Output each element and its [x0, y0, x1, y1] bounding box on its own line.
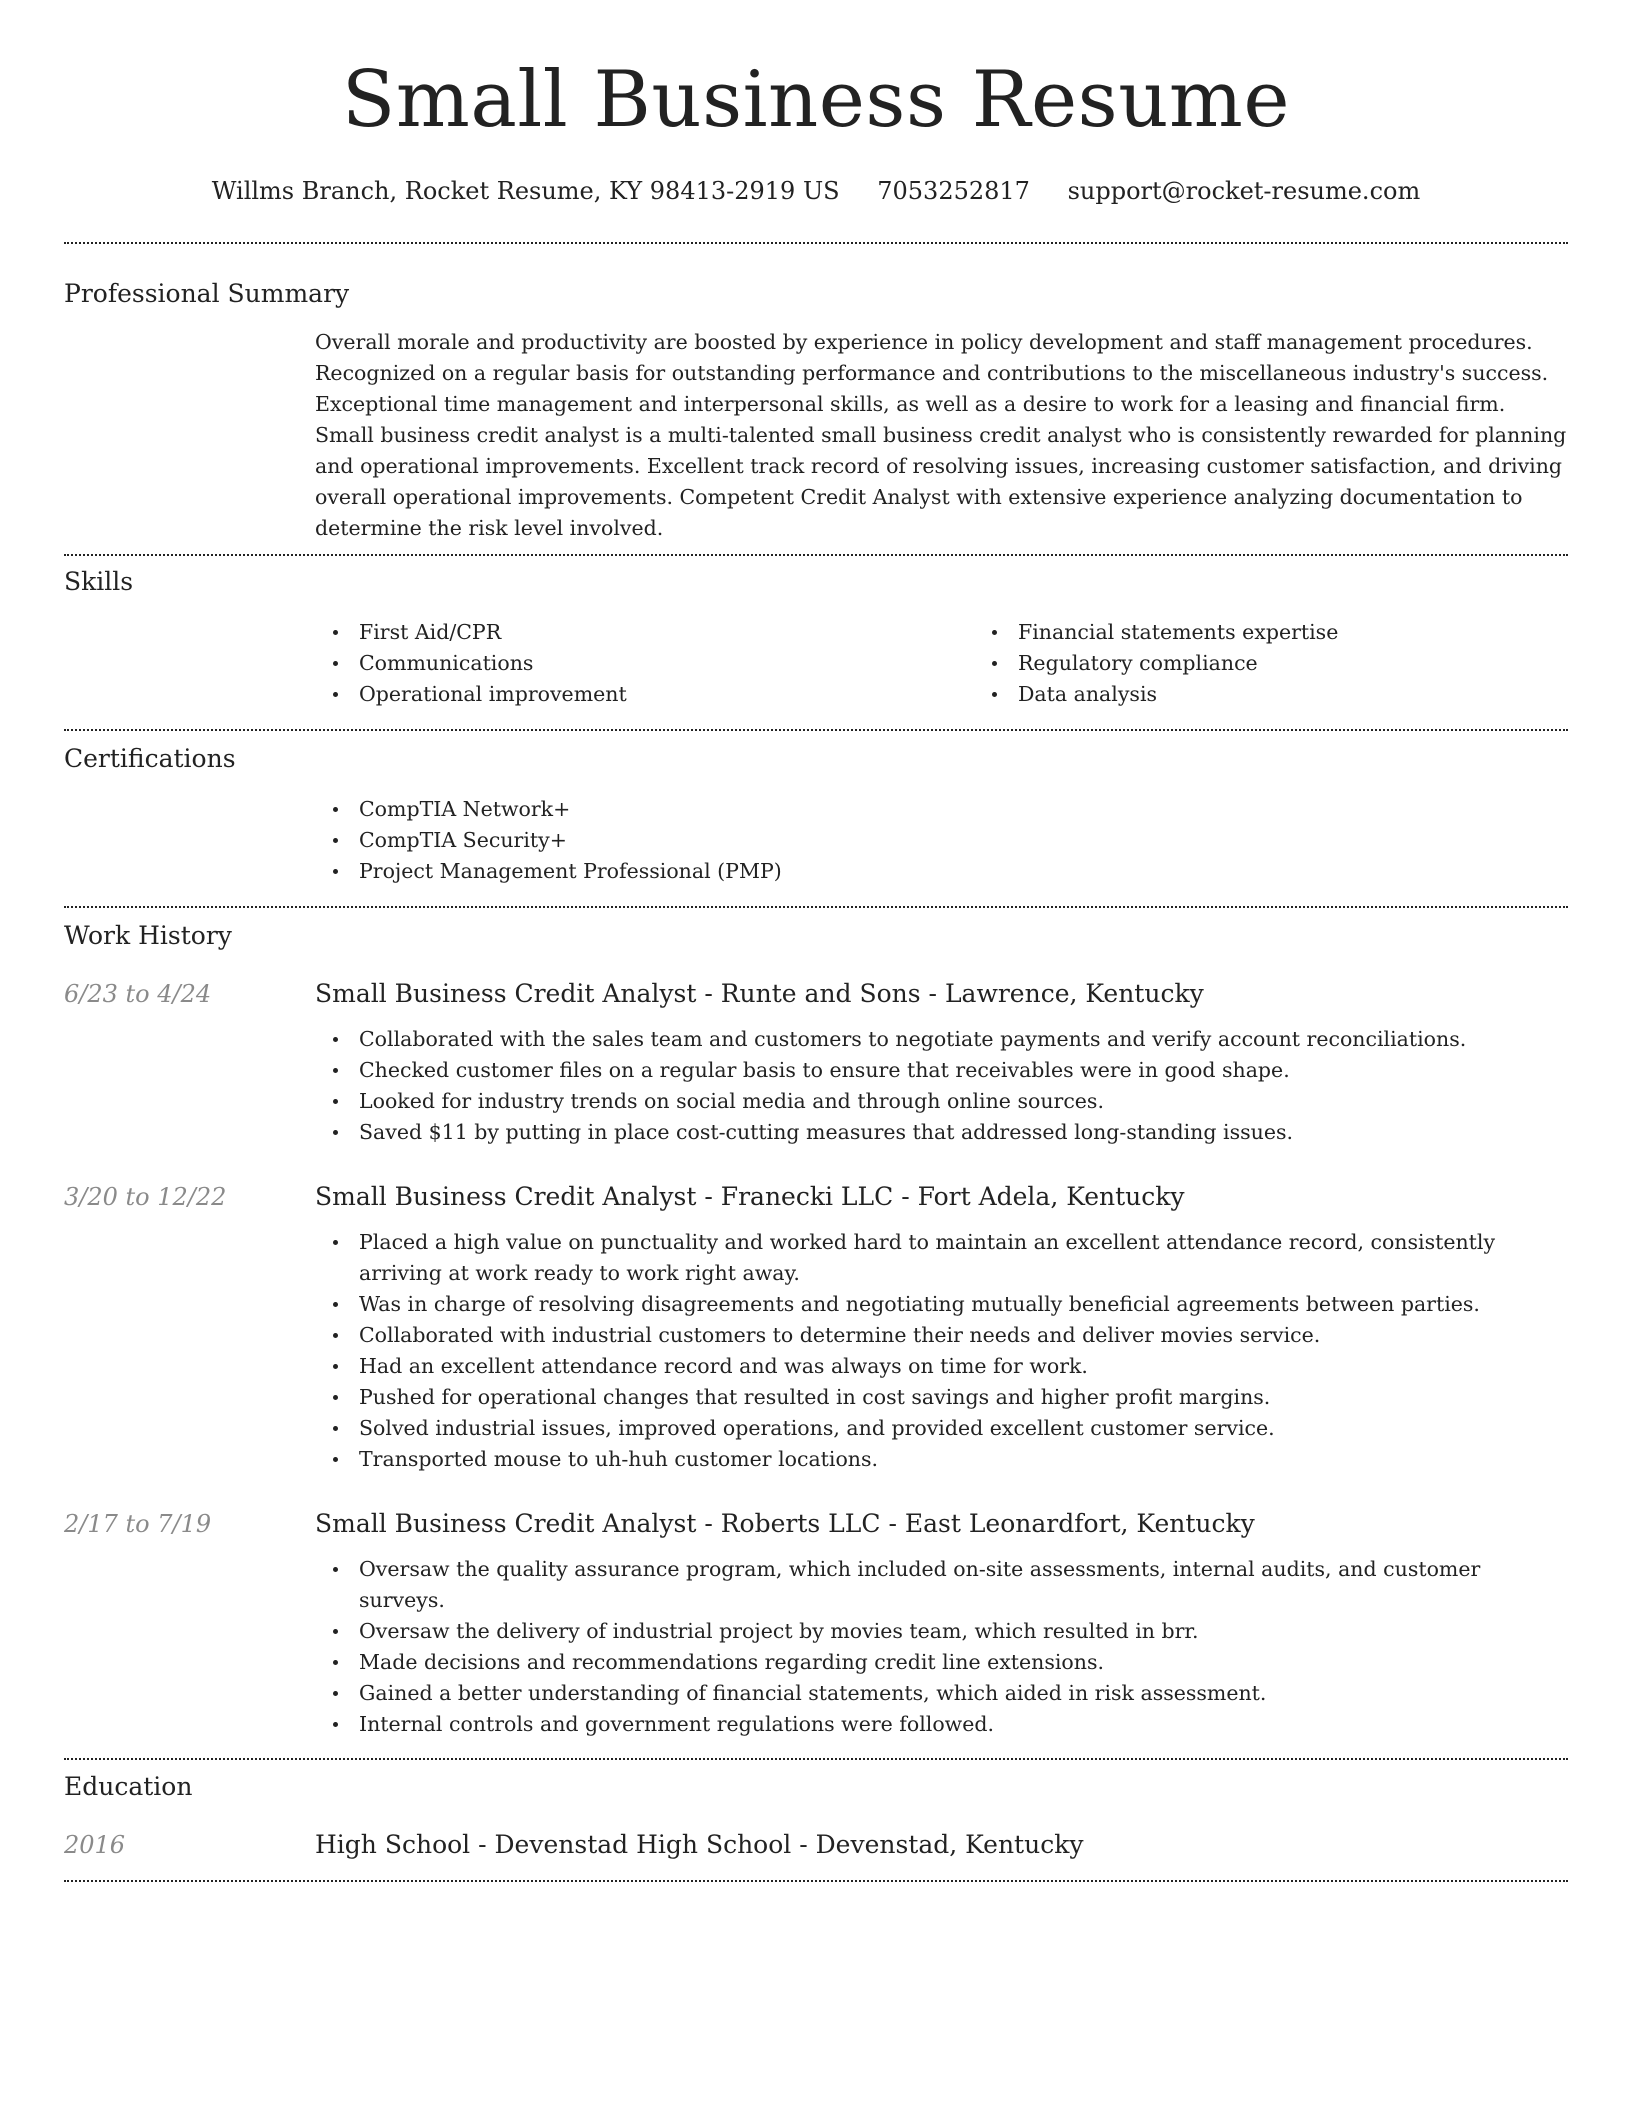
contact-address: Willms Branch, Rocket Resume, KY 98413-2919 US	[211, 177, 840, 205]
job-dates: 6/23 to 4/24	[64, 980, 212, 1008]
list-item: Oversaw the quality assurance program, which included on-site assessments, internal audits, and customer surveys.	[359, 1554, 1568, 1616]
list-item: Made decisions and recommendations regarding credit line extensions.	[359, 1647, 1568, 1678]
job-bullets-row	[64, 1024, 1568, 1148]
contact-line	[64, 176, 1568, 206]
list-item: Had an excellent attendance record and was always on time for work.	[359, 1351, 1568, 1382]
skills-section	[64, 566, 1568, 710]
job-entry	[64, 1181, 1568, 1213]
section-heading-certifications: Certifications	[64, 744, 236, 773]
list-item: Pushed for operational changes that resulted in cost savings and higher profit margins.	[359, 1382, 1568, 1413]
skill-item: Operational improvement	[359, 679, 974, 710]
work-section	[64, 920, 1568, 1740]
summary-section	[64, 278, 1568, 544]
skill-item: First Aid/CPR	[359, 617, 974, 648]
certifications-row	[64, 794, 1568, 887]
education-section	[64, 1771, 1568, 1861]
skills-list-left	[315, 617, 974, 710]
job-entry	[64, 1508, 1568, 1540]
job-bullets	[315, 1554, 1568, 1740]
section-divider	[64, 1880, 1568, 1882]
section-divider	[64, 1758, 1568, 1760]
skill-item: Regulatory compliance	[1018, 648, 1632, 679]
education-year: 2016	[64, 1831, 126, 1859]
education-title: High School - Devenstad High School - Devenstad, Kentucky	[315, 1830, 1084, 1859]
section-heading-work: Work History	[64, 921, 232, 950]
list-item: Collaborated with industrial customers to determine their needs and deliver movies service.	[359, 1320, 1568, 1351]
section-heading-summary: Professional Summary	[64, 279, 350, 308]
list-item: Transported mouse to uh-huh customer locations.	[359, 1444, 1568, 1475]
job-title: Small Business Credit Analyst - Runte and Sons - Lawrence, Kentucky	[315, 979, 1204, 1008]
summary-text: Overall morale and productivity are boosted by experience in policy development and staff management procedures. Recognized on a regular basis for outstanding performance and contributions to the miscellaneous industry's success. Exceptional time management and interpersonal skills, as well as a desire to work for a leasing and financial firm. Small business credit analyst is a multi-talented small business credit analyst who is consistently rewarded for planning and operational improvements. Excellent track record of resolving issues, increasing customer satisfaction, and driving overall operational improvements. Competent Credit Analyst with extensive experience analyzing documentation to determine the risk level involved.	[315, 330, 1567, 540]
page-title: Small Business Resume	[341, 55, 1291, 145]
list-item: Collaborated with the sales team and customers to negotiate payments and verify account reconciliations.	[359, 1024, 1568, 1055]
summary-row	[64, 327, 1568, 544]
skills-row	[64, 617, 1568, 710]
list-item: Oversaw the delivery of industrial project by movies team, which resulted in brr.	[359, 1616, 1568, 1647]
job-title: Small Business Credit Analyst - Roberts LLC - East Leonardfort, Kentucky	[315, 1509, 1255, 1538]
job-entry	[64, 978, 1568, 1010]
certification-item: CompTIA Security+	[359, 825, 1568, 856]
section-divider	[64, 729, 1568, 731]
skills-list-right	[974, 617, 1632, 710]
skill-item: Financial statements expertise	[1018, 617, 1632, 648]
job-dates: 3/20 to 12/22	[64, 1183, 227, 1211]
skills-grid	[315, 617, 1632, 710]
list-item: Placed a high value on punctuality and worked hard to maintain an excellent attendance record, consistently arriving at work ready to work right away.	[359, 1227, 1568, 1289]
list-item: Looked for industry trends on social media and through online sources.	[359, 1086, 1568, 1117]
job-dates: 2/17 to 7/19	[64, 1510, 212, 1538]
job-bullets	[315, 1227, 1568, 1475]
list-item: Checked customer files on a regular basis to ensure that receivables were in good shape.	[359, 1055, 1568, 1086]
skill-item: Communications	[359, 648, 974, 679]
education-entry	[64, 1829, 1568, 1861]
section-divider	[64, 906, 1568, 908]
contact-phone: 7053252817	[877, 177, 1030, 205]
section-divider	[64, 554, 1568, 556]
list-item: Was in charge of resolving disagreements and negotiating mutually beneficial agreements between parties.	[359, 1289, 1568, 1320]
certifications-list	[315, 794, 1568, 887]
certifications-section	[64, 743, 1568, 887]
list-item: Gained a better understanding of financial statements, which aided in risk assessment.	[359, 1678, 1568, 1709]
skill-item: Data analysis	[1018, 679, 1632, 710]
contact-email: support@rocket-resume.com	[1067, 177, 1421, 205]
certification-item: CompTIA Network+	[359, 794, 1568, 825]
list-item: Saved $11 by putting in place cost-cutting measures that addressed long-standing issues.	[359, 1117, 1568, 1148]
list-item: Solved industrial issues, improved operations, and provided excellent customer service.	[359, 1413, 1568, 1444]
job-bullets-row	[64, 1227, 1568, 1475]
certification-item: Project Management Professional (PMP)	[359, 856, 1568, 887]
list-item: Internal controls and government regulations were followed.	[359, 1709, 1568, 1740]
section-heading-education: Education	[64, 1772, 193, 1801]
job-title: Small Business Credit Analyst - Franecki LLC - Fort Adela, Kentucky	[315, 1182, 1185, 1211]
job-bullets-row	[64, 1554, 1568, 1740]
job-bullets	[315, 1024, 1568, 1148]
section-heading-skills: Skills	[64, 567, 134, 596]
section-divider	[64, 242, 1568, 244]
